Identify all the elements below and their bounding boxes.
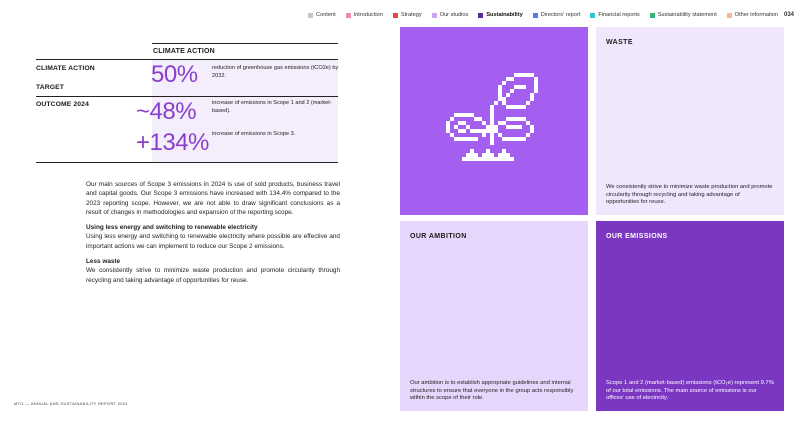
emissions-text: Scope 1 and 2 (market-based) emissions (tCO₂e) represent 9.7% of our total emissions. The main source of emissions is our offices' use of electricity. (606, 380, 774, 402)
heading-renewable-electricity: Using less energy and switching to renewable electricity (86, 224, 258, 232)
top-navigation (228, 10, 794, 20)
target-description: reduction of greenhouse gas emissions (tCO2e) by 2032. (212, 65, 339, 79)
outcome-value-1: ~48% (136, 98, 197, 125)
nav-sustainability-swatch (478, 13, 483, 18)
target-label-line-1: CLIMATE ACTION (36, 65, 95, 72)
ambition-text: Our ambition is to establish appropriate guidelines and internal structures to ensure that everyone in the group acts responsibly within the scope of their role. (410, 380, 574, 402)
plant-icon-tile (400, 27, 588, 215)
nav-introduction[interactable]: Introduction (346, 12, 383, 18)
outcome-value-2: +134% (136, 129, 209, 156)
paragraph-less-waste: We consistently strive to minimize waste production and promote circularity through recycling and taking advantage of opportunities for reuse. (86, 267, 340, 284)
emissions-title: OUR EMISSIONS (606, 233, 668, 240)
outcome-label: OUTCOME 2024 (36, 101, 89, 108)
page-number: 034 (783, 12, 794, 18)
nav-financial-reports[interactable]: Financial reports (590, 12, 639, 18)
nav-our-studios[interactable]: Our studios (432, 12, 469, 18)
footer: MTG — ANNUAL AND SUSTAINABILITY REPORT 2024 (14, 401, 128, 406)
target-value: 50% (151, 61, 198, 88)
nav-directors-report[interactable]: Directors' report (533, 12, 581, 18)
climate-action-table (36, 43, 338, 163)
paragraph-scope3: Our main sources of Scope 3 emissions in 2024 is use of sold products, business travel and capital goods. Our Scope 3 emissions have increased with 134.4% compared to the 2023 reporting scope. However, we are not able to draw significant conclusions as a result of changes in methodologies and expansion of the reporting scope. (86, 181, 340, 216)
row-divider (36, 96, 338, 97)
nav-our-studios-swatch (432, 13, 437, 18)
nav-sustainability-statement-swatch (650, 13, 655, 18)
ambition-title: OUR AMBITION (410, 233, 467, 240)
table-bottom-rule (36, 162, 338, 163)
nav-other-information[interactable]: Other information (727, 12, 778, 18)
outcome-description-2: increase of emissions in Scope 3. (212, 131, 296, 137)
nav-strategy[interactable]: Strategy (393, 12, 422, 18)
target-label-line-2: TARGET (36, 84, 65, 91)
nav-financial-reports-swatch (590, 13, 595, 18)
outcome-description-1: increase of emissions in Scope 1 and 2 (market-based). (212, 100, 332, 114)
table-header: CLIMATE ACTION (152, 43, 338, 59)
waste-title: WASTE (606, 39, 633, 46)
nav-content-swatch (308, 13, 313, 18)
waste-text: We consistently strive to minimize waste production and promote circularity through recycling and taking advantage of opportunities for reuse. (606, 184, 773, 206)
nav-strategy-swatch (393, 13, 398, 18)
nav-content[interactable]: Content (308, 12, 336, 18)
waste-tile (596, 27, 784, 215)
ambition-tile (400, 221, 588, 411)
nav-sustainability-statement[interactable]: Sustainability statement (650, 12, 717, 18)
plant-icon (438, 65, 550, 177)
heading-less-waste: Less waste (86, 257, 121, 265)
nav-other-information-swatch (727, 13, 732, 18)
body-text (86, 180, 340, 291)
emissions-tile (596, 221, 784, 411)
nav-directors-report-swatch (533, 13, 538, 18)
paragraph-renewable-electricity: Using less energy and switching to renewable electricity where possible are effective and important actions we can implement to reduce our Scope 2 emissions. (86, 233, 340, 250)
nav-sustainability[interactable]: Sustainability (478, 12, 522, 18)
nav-introduction-swatch (346, 13, 351, 18)
